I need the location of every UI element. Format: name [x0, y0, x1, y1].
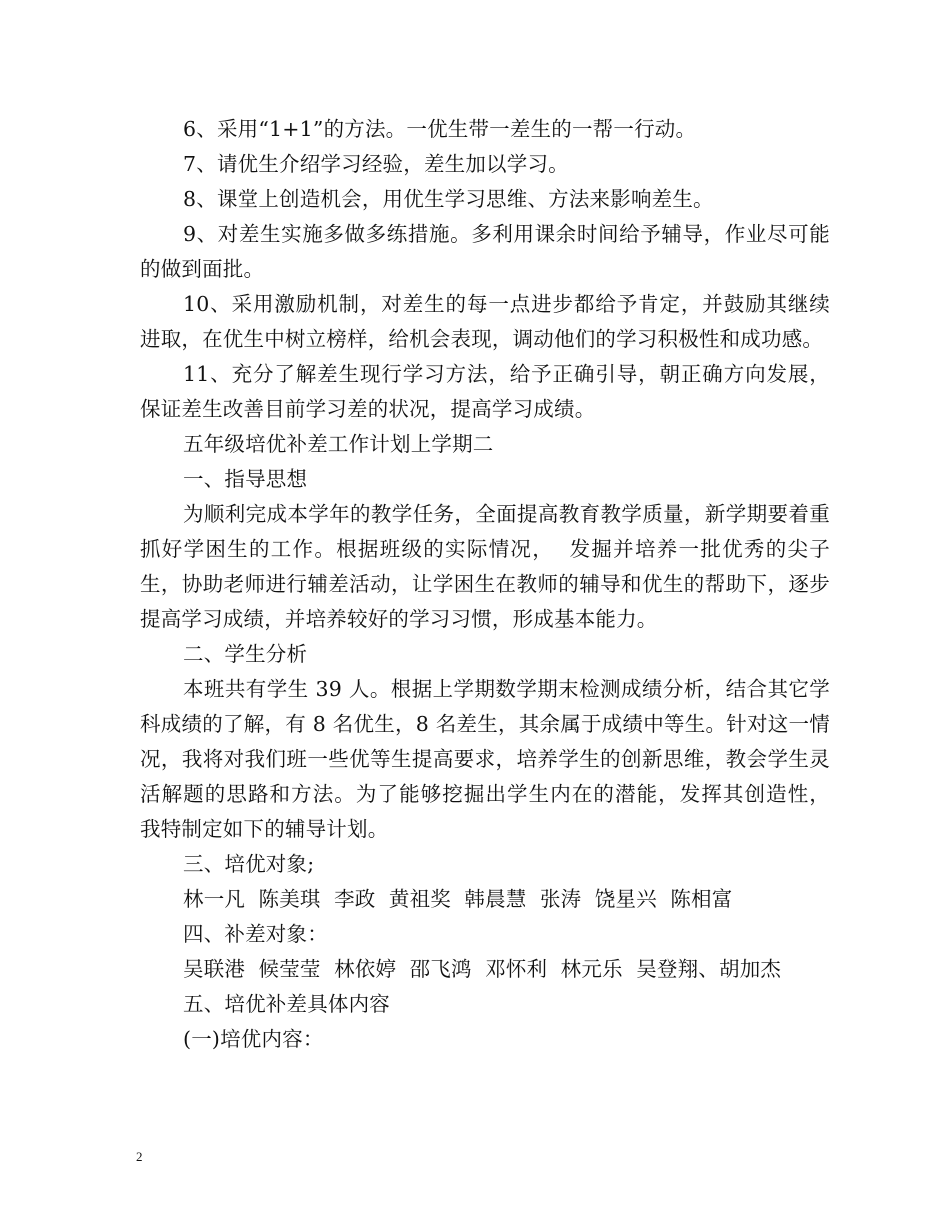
paragraph: 10、采用激励机制，对差生的每一点进步都给予肯定，并鼓励其继续进取，在优生中树立榜样，给机会表现，调动他们的学习积极性和成功感。 — [140, 292, 830, 351]
subsection-heading: (一)培优内容： — [183, 1027, 324, 1051]
student-list: 林一凡 陈美琪 李政 黄祖奖 韩晨慧 张涛 饶星兴 陈相富 — [183, 887, 733, 911]
paragraph: 11、充分了解差生现行学习方法，给予正确引导，朝正确方向发展，保证差生改善目前学习差的状况，提高学习成绩。 — [140, 362, 830, 421]
section-heading: 四、补差对象： — [183, 922, 328, 946]
section-title: 五年级培优补差工作计划上学期二 — [183, 432, 494, 456]
paragraph: 8、课堂上创造机会，用优生学习思维、方法来影响差生。 — [183, 187, 714, 211]
section-heading: 二、学生分析 — [183, 642, 308, 666]
student-list: 吴联港 候莹莹 林依婷 邵飞鸿 邓怀利 林元乐 吴登翔、胡加杰 — [183, 957, 782, 981]
page-number: 2 — [136, 1149, 143, 1164]
paragraph: 9、对差生实施多做多练措施。多利用课余时间给予辅导，作业尽可能的做到面批。 — [140, 222, 830, 281]
paragraph: 7、请优生介绍学习经验，差生加以学习。 — [183, 152, 569, 176]
section-heading: 五、培优补差具体内容 — [183, 992, 390, 1016]
paragraph: 本班共有学生 39 人。根据上学期数学期末检测成绩分析，结合其它学科成绩的了解，有 8 名优生，8 名差生，其余属于成绩中等生。针对这一情况，我将对我们班一些优等生提高要求，培养学生的创新思维，教会学生灵活解题的思路和方法。为了能够挖掘出学生内在的潜能，发挥其创造性， 我特制定如下的辅导计划。 — [140, 677, 844, 841]
document-body — [140, 112, 844, 1057]
section-heading: 三、培优对象; — [183, 852, 315, 876]
paragraph: 为顺利完成本学年的教学任务，全面提高教育教学质量，新学期要着重抓好学困生的工作。根据班级的实际情况， 发掘并培养一批优秀的尖子生，协助老师进行辅差活动，让学困生在教师的辅导和优生的帮助下，逐步提高学习成绩，并培养较好的学习习惯，形成基本能力。 — [140, 502, 830, 631]
paragraph: 6、采用“1+1”的方法。一优生带一差生的一帮一行动。 — [183, 117, 697, 141]
section-heading: 一、指导思想 — [183, 467, 308, 491]
